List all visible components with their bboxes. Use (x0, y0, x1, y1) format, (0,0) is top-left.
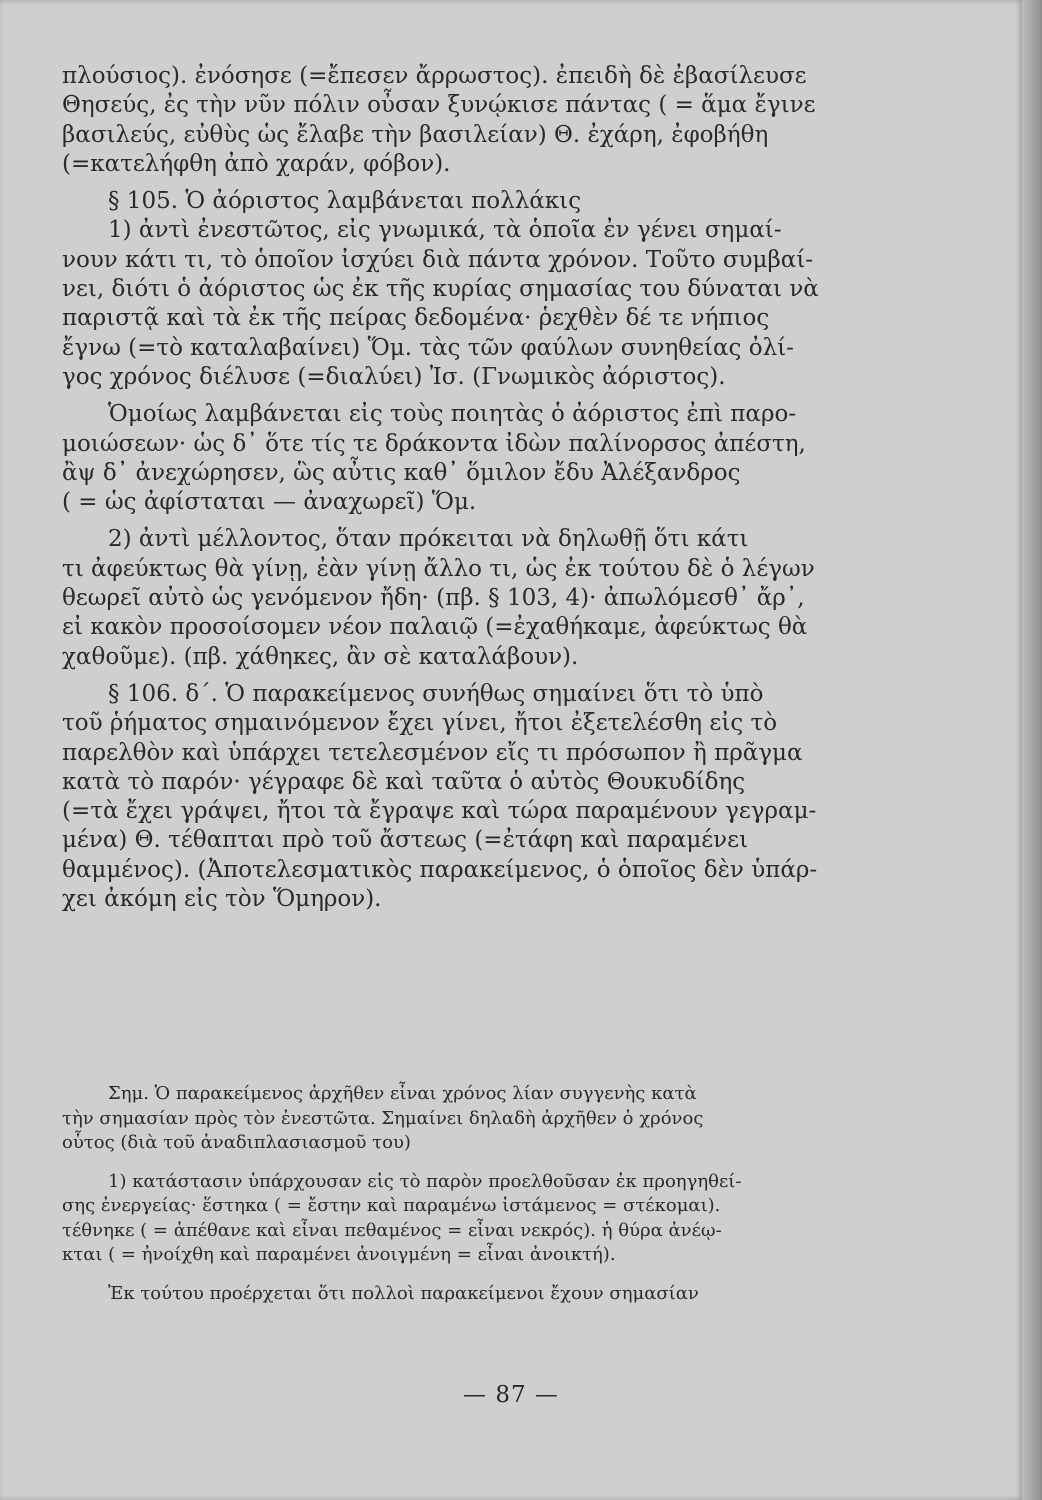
text-line: γος χρόνος διέλυσε (=διαλύει) Ἰσ. (Γνωμικὸς ἀόριστος). (62, 363, 726, 390)
text-line: τι ἀφεύκτως θὰ γίνῃ, ἐὰν γίνῃ ἄλλο τι, ὡς ἐκ τούτου δὲ ὁ λέγων (62, 555, 815, 582)
section-105-heading (62, 187, 934, 216)
note-line: τὴν σημασίαν πρὸς τὸν ἐνεστῶτα. Σημαίνει δηλαδὴ ἀρχῆθεν ὁ χρόνος (62, 1107, 704, 1129)
text-line: 1) ἀντὶ ἐνεστῶτος, εἰς γνωμικά, τὰ ὁποῖα ἐν γένει σημαί- (108, 217, 782, 244)
text-line: μοιώσεων· ὡς δ᾽ ὅτε τίς τε δράκοντα ἰδὼν παλίνορσος ἀπέστη, (62, 430, 806, 457)
page-number: — 87 — (463, 1382, 559, 1408)
text-line: παριστᾷ καὶ τὰ ἐκ τῆς πείρας δεδομένα· ῥεχθὲν δέ τε νήπιος (62, 305, 770, 332)
text-line: Ὁμοίως λαμβάνεται εἰς τοὺς ποιητὰς ὁ ἀόριστος ἐπὶ παρο- (108, 401, 797, 428)
paragraph-similes (62, 400, 934, 517)
text-line: χει ἀκόμη εἰς τὸν Ὅμηρον). (62, 886, 382, 913)
note-line: τέθνηκε ( = ἀπέθανε καὶ εἶναι πεθαμένος = εἶναι νεκρός). ἡ θύρα ἀνέῳ- (62, 1219, 722, 1241)
text-line: βασιλεύς, εὐθὺς ὡς ἔλαβε τὴν βασιλείαν) Θ. ἐχάρη, ἐφοβήθη (62, 121, 769, 148)
text-line: θαμμένος). (Ἀποτελεσματικὸς παρακείμενος, ὁ ὁποῖος δὲν ὑπάρ- (62, 856, 818, 883)
text-line: κατὰ τὸ παρόν· γέγραφε δὲ καὶ ταῦτα ὁ αὐτὸς Θουκυδίδης (62, 768, 746, 795)
text-line: χαθοῦμε). (πβ. χάθηκες, ἂν σὲ καταλάβουν). (62, 643, 579, 670)
main-text (62, 62, 934, 914)
text-line: ( = ὡς ἀφίσταται — ἀναχωρεῖ) Ὅμ. (62, 489, 477, 516)
text-line: § 105. Ὁ ἀόριστος λαμβάνεται πολλάκις (108, 188, 582, 215)
text-line: Θησεύς, ἐς τὴν νῦν πόλιν οὖσαν ξυνῴκισε πάντας ( = ἅμα ἔγινε (62, 92, 816, 119)
text-line: ἂψ δ᾽ ἀνεχώρησεν, ὣς αὖτις καθ᾽ ὅμιλον ἔδυ Ἀλέξανδρος (62, 459, 741, 486)
text-line: νει, διότι ὁ ἀόριστος ὡς ἐκ τῆς κυρίας σημασίας του δύναται νὰ (62, 276, 819, 303)
paragraph-present (62, 216, 934, 392)
footnote-block (62, 1082, 934, 1306)
text-line: § 106. δ΄. Ὁ παρακείμενος συνήθως σημαίνει ὅτι τὸ ὑπὸ (108, 680, 764, 707)
note-line: σης ἐνεργείας· ἕστηκα ( = ἔστην καὶ παραμένω ἱστάμενος = στέκομαι). (62, 1195, 721, 1216)
text-line: 2) ἀντὶ μέλλοντος, ὅταν πρόκειται νὰ δηλωθῇ ὅτι κάτι (108, 526, 749, 553)
note-line: 1) κατάστασιν ὑπάρχουσαν εἰς τὸ παρὸν προελθοῦσαν ἐκ προηγηθεί- (108, 1170, 742, 1192)
text-line: θεωρεῖ αὐτὸ ὡς γενόμενον ἤδη· (πβ. § 103, 4)· ἀπωλόμεσθ᾽ ἄρ᾽, (62, 585, 805, 612)
section-106 (62, 680, 934, 914)
text-line: (=τὰ ἔχει γράψει, ἤτοι τὰ ἔγραψε καὶ τώρα παραμένουν γεγραμ- (62, 798, 817, 825)
paragraph-1 (62, 62, 934, 179)
text-line: εἰ κακὸν προσοίσομεν νέον παλαιῷ (=ἐχαθήκαμε, ἀφεύκτως θὰ (62, 614, 808, 641)
note-paragraph (62, 1170, 934, 1268)
text-line: τοῦ ῥήματος σημαινόμενον ἔχει γίνει, ἤτοι ἐξετελέσθη εἰς τὸ (62, 710, 778, 737)
note-paragraph (62, 1082, 934, 1156)
note-line: κται ( = ἠνοίχθη καὶ παραμένει ἀνοιγμένη = εἶναι ἀνοικτή). (62, 1244, 616, 1265)
text-line: μένα) Θ. τέθαπται πρὸ τοῦ ἄστεως (=ἐτάφη καὶ παραμένει (62, 827, 749, 854)
text-line: ἔγνω (=τὸ καταλαβαίνει) Ὅμ. τὰς τῶν φαύλων συνηθείας ὀλί- (62, 334, 794, 361)
text-line: παρελθὸν καὶ ὑπάρχει τετελεσμένον εἴς τι πρόσωπον ἢ πρᾶγμα (62, 739, 803, 766)
text-line: πλούσιος). ἐνόσησε (=ἔπεσεν ἄρρωστος). ἐπειδὴ δὲ ἐβασίλευσε (62, 63, 807, 89)
page-edge (1022, 0, 1042, 1500)
text-line: (=κατελήφθη ἀπὸ χαράν, φόβον). (62, 150, 451, 177)
text-line: νουν κάτι τι, τὸ ὁποῖον ἰσχύει διὰ πάντα χρόνον. Τοῦτο συμβαί- (62, 246, 814, 273)
note-line: Ἐκ τούτου προέρχεται ὅτι πολλοὶ παρακείμενοι ἔχουν σημασίαν (108, 1282, 699, 1304)
note-line: οὗτος (διὰ τοῦ ἀναδιπλασιασμοῦ του) (62, 1132, 411, 1153)
paragraph-future (62, 525, 934, 671)
note-line: Σημ. Ὁ παρακείμενος ἀρχῆθεν εἶναι χρόνος λίαν συγγενὴς κατὰ (108, 1083, 697, 1104)
note-paragraph (62, 1282, 934, 1307)
